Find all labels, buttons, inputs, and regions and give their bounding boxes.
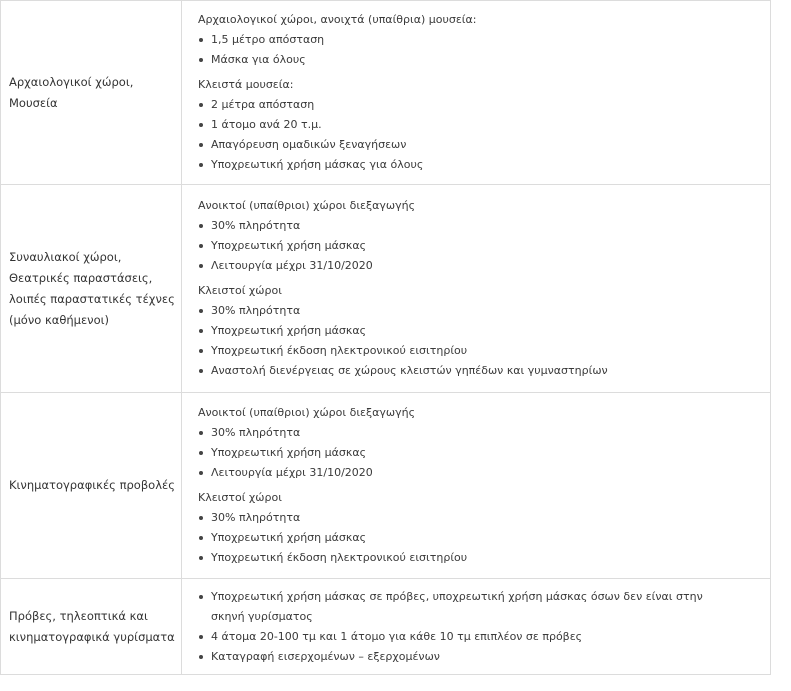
list-item: Λειτουργία μέχρι 31/10/2020 <box>195 256 762 276</box>
measure-group <box>195 196 762 276</box>
group-heading: Κλειστά μουσεία: <box>198 78 294 91</box>
list-item: Υποχρεωτική χρήση μάσκας <box>195 443 762 463</box>
group-heading: Κλειστοί χώροι <box>198 284 282 297</box>
list-item: Υποχρεωτική έκδοση ηλεκτρονικού εισιτηρίου <box>195 548 762 568</box>
category-cell: Συναυλιακοί χώροι, Θεατρικές παραστάσεις, λοιπές παραστατικές τέχνες (μόνο καθήμενοι) <box>1 185 182 393</box>
measure-list <box>195 95 762 175</box>
list-item: Καταγραφή εισερχομένων – εξερχομένων <box>195 647 762 667</box>
details-cell <box>182 1 771 185</box>
list-item: 30% πληρότητα <box>195 301 762 321</box>
category-cell: Αρχαιολογικοί χώροι, Μουσεία <box>1 1 182 185</box>
measure-group <box>195 75 762 175</box>
measure-list <box>195 216 762 276</box>
table-row <box>1 1 771 185</box>
group-heading: Αρχαιολογικοί χώροι, ανοιχτά (υπαίθρια) μουσεία: <box>198 13 477 26</box>
details-cell <box>182 393 771 579</box>
list-item: Απαγόρευση ομαδικών ξεναγήσεων <box>195 135 762 155</box>
measure-list <box>195 301 762 381</box>
group-heading: Κλειστοί χώροι <box>198 491 282 504</box>
list-item: 30% πληρότητα <box>195 423 762 443</box>
list-item: Υποχρεωτική έκδοση ηλεκτρονικού εισιτηρίου <box>195 341 762 361</box>
details-cell <box>182 579 771 675</box>
measure-group <box>195 281 762 381</box>
table-row <box>1 185 771 393</box>
list-item: Υποχρεωτική χρήση μάσκας για όλους <box>195 155 762 175</box>
list-item: Αναστολή διενέργειας σε χώρους κλειστών γηπέδων και γυμναστηρίων <box>195 361 762 381</box>
list-item: 4 άτομα 20-100 τμ και 1 άτομο για κάθε 10 τμ επιπλέον σε πρόβες <box>195 627 762 647</box>
list-item: Υποχρεωτική χρήση μάσκας <box>195 236 762 256</box>
measure-list <box>195 587 762 667</box>
measure-list <box>195 508 762 568</box>
list-item: Υποχρεωτική χρήση μάσκας σε πρόβες, υποχρεωτική χρήση μάσκας όσων δεν είναι στην σκηνή γυρίσματος <box>195 587 762 627</box>
measure-group <box>195 10 762 70</box>
details-cell <box>182 185 771 393</box>
category-cell: Κινηματογραφικές προβολές <box>1 393 182 579</box>
table-row <box>1 393 771 579</box>
list-item: 1,5 μέτρο απόσταση <box>195 30 762 50</box>
measure-group <box>195 403 762 483</box>
measure-group <box>195 488 762 568</box>
list-item: Λειτουργία μέχρι 31/10/2020 <box>195 463 762 483</box>
measure-list <box>195 423 762 483</box>
list-item: 30% πληρότητα <box>195 508 762 528</box>
list-item: 2 μέτρα απόσταση <box>195 95 762 115</box>
list-item: Υποχρεωτική χρήση μάσκας <box>195 321 762 341</box>
list-item: Μάσκα για όλους <box>195 50 762 70</box>
list-item: 30% πληρότητα <box>195 216 762 236</box>
list-item: Υποχρεωτική χρήση μάσκας <box>195 528 762 548</box>
category-cell: Πρόβες, τηλεοπτικά και κινηματογραφικά γυρίσματα <box>1 579 182 675</box>
measure-group <box>195 587 762 667</box>
table-row <box>1 579 771 675</box>
group-heading: Ανοικτοί (υπαίθριοι) χώροι διεξαγωγής <box>198 406 416 419</box>
group-heading: Ανοικτοί (υπαίθριοι) χώροι διεξαγωγής <box>198 199 416 212</box>
measure-list <box>195 30 762 70</box>
list-item: 1 άτομο ανά 20 τ.μ. <box>195 115 762 135</box>
